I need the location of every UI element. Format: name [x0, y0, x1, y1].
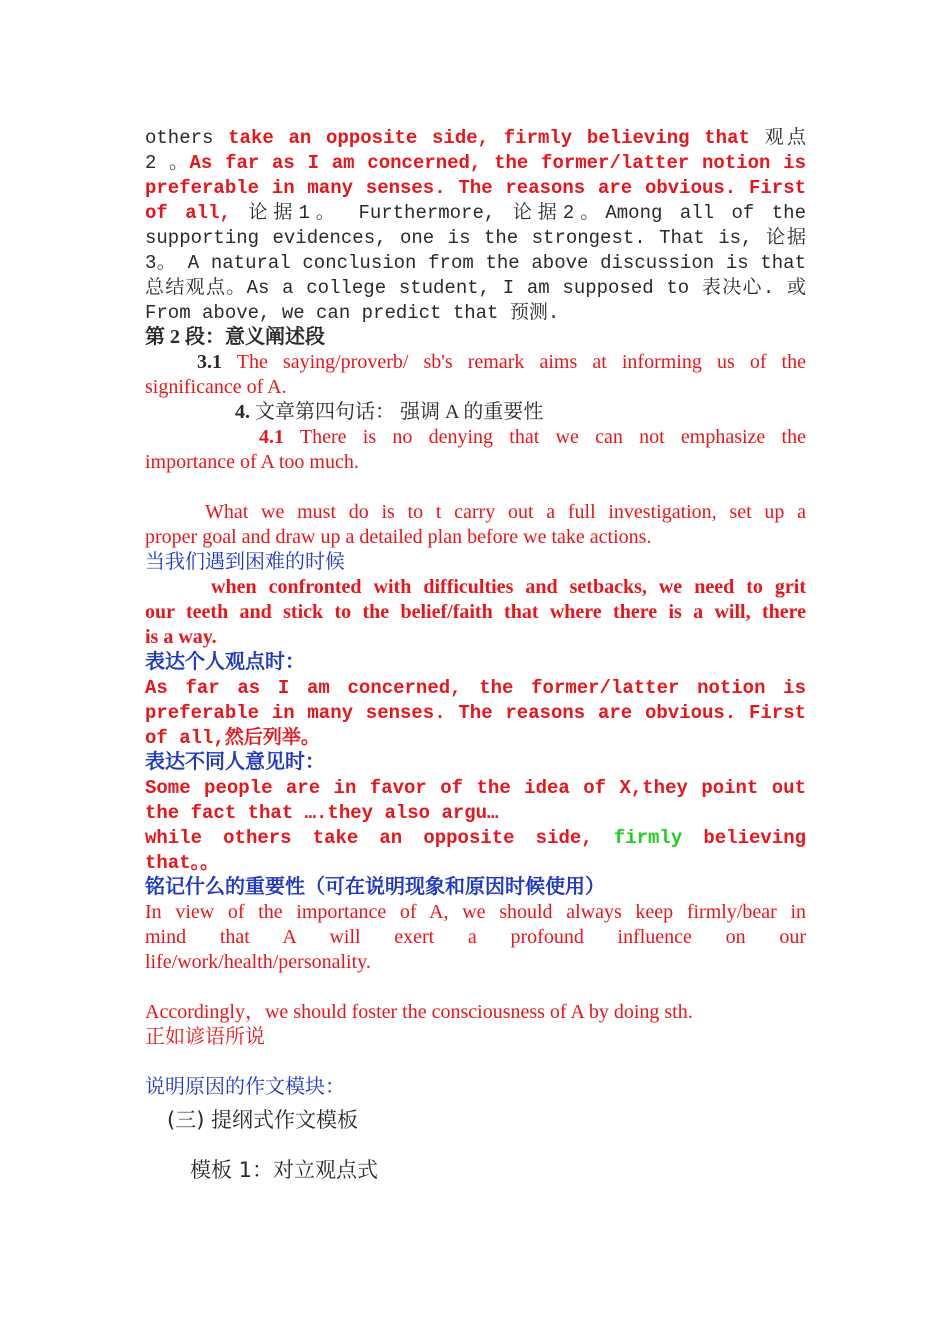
- text-line: [145, 700, 806, 725]
- text-line: [145, 350, 806, 375]
- text-line: [145, 825, 806, 850]
- text-run: 论据1。 Furthermore, 论据2。Among all of the: [230, 202, 806, 224]
- text-line: [145, 250, 806, 275]
- text-run: proper goal and draw up a detailed plan before we take actions.: [145, 526, 652, 548]
- text-run: importance of A too much.: [145, 451, 359, 473]
- text-run: Accordingly，we should foster the consciousness of A by doing sth.: [145, 1001, 693, 1023]
- text-run: 第 2 段：意义阐述段: [145, 326, 325, 348]
- text-run: significance of A.: [145, 376, 287, 398]
- text-line: [145, 875, 806, 900]
- text-line: [145, 900, 806, 925]
- text-run: 表达不同人意见时：: [145, 751, 325, 773]
- text-line: [145, 400, 806, 425]
- document-body: [145, 125, 806, 1100]
- text-run: is a way.: [145, 626, 217, 648]
- text-run: while others take an opposite side,: [145, 827, 614, 849]
- text-line: [145, 600, 806, 625]
- text-line: [145, 675, 806, 700]
- text-run: Some people are in favor of the idea of X,they point out: [145, 777, 806, 799]
- text-line: [145, 625, 806, 650]
- text-run: 铭记什么的重要性（可在说明现象和原因时候使用）: [145, 876, 605, 898]
- text-run: firmly: [613, 827, 683, 849]
- text-run: 总结观点。As a college student, I am supposed to 表决心. 或: [145, 277, 806, 299]
- text-run: the fact that ….they also argu…: [145, 802, 499, 824]
- text-line: [145, 925, 806, 950]
- text-line: [145, 1025, 806, 1050]
- text-line: [145, 725, 806, 750]
- text-line: [145, 175, 806, 200]
- text-line: [145, 800, 806, 825]
- text-run: From above, we can predict that 预测.: [145, 302, 560, 324]
- text-run: 说明原因的作文模块：: [145, 1076, 345, 1098]
- text-run: our teeth and stick to the belief/faith that where there is a will, there: [145, 601, 806, 623]
- text-line: [145, 300, 806, 325]
- blank-line: [145, 475, 806, 500]
- text-run: when confronted with difficulties and setbacks, we need to grit: [211, 576, 806, 598]
- text-run: As far as I am concerned, the former/latter notion is: [189, 152, 806, 174]
- text-run: 正如谚语所说: [145, 1026, 265, 1048]
- text-run: believing: [682, 827, 806, 849]
- text-line: [145, 225, 806, 250]
- text-run: that。。: [145, 852, 220, 874]
- text-run: 当我们遇到困难的时候: [145, 551, 345, 573]
- outline-heading: (三) 提纲式作文模板: [167, 1108, 359, 1132]
- blank-line: [145, 1050, 806, 1075]
- text-line: [145, 550, 806, 575]
- text-run: preferable in many senses. The reasons are obvious. First: [145, 702, 806, 724]
- text-line: [145, 775, 806, 800]
- text-run: life/work/health/personality.: [145, 951, 371, 973]
- text-line: [145, 750, 806, 775]
- text-run: In view of the importance of A, we should always keep firmly/bear in: [145, 901, 806, 923]
- text-line: [145, 200, 806, 225]
- text-run: As far as I am concerned, the former/latter notion is: [145, 677, 806, 699]
- text-run: What we must do is to t carry out a full investigation, set up a: [205, 501, 806, 523]
- text-line: [145, 575, 806, 600]
- text-run: 3。 A natural conclusion from the above discussion is that: [145, 252, 806, 274]
- text-run: 观点: [749, 127, 806, 149]
- blank-line: [145, 975, 806, 1000]
- text-run: 4.1: [259, 426, 284, 448]
- text-line: [145, 450, 806, 475]
- text-run: The saying/proverb/ sb's remark aims at informing us of the: [222, 351, 806, 373]
- text-line: [145, 850, 806, 875]
- text-line: [145, 150, 806, 175]
- text-run: of all,然后列举。: [145, 727, 320, 749]
- text-run: take an opposite side, firmly believing that: [228, 127, 750, 149]
- text-run: 3.1: [197, 351, 222, 373]
- text-run: 2 。: [145, 152, 190, 174]
- text-line: [145, 375, 806, 400]
- text-line: [145, 1000, 806, 1025]
- text-line: [145, 275, 806, 300]
- text-run: There is no denying that we can not emphasize the: [284, 426, 806, 448]
- text-run: supporting evidences, one is the strongest. That is, 论据: [145, 227, 806, 249]
- text-line: [145, 325, 806, 350]
- text-line: [145, 650, 806, 675]
- text-run: 4.: [235, 401, 250, 423]
- text-run: others: [145, 127, 229, 149]
- text-run: of all,: [145, 202, 231, 224]
- text-line: [145, 125, 806, 150]
- text-line: [145, 500, 806, 525]
- text-run: 表达个人观点时：: [145, 651, 305, 673]
- text-line: [145, 1075, 806, 1100]
- text-line: [145, 950, 806, 975]
- text-run: preferable in many senses. The reasons are obvious. First: [145, 177, 806, 199]
- text-line: [145, 525, 806, 550]
- template-title: 模板 1：对立观点式: [190, 1158, 379, 1182]
- text-run: mind that A will exert a profound influence on our: [145, 926, 806, 948]
- text-run: 文章第四句话： 强调 A 的重要性: [250, 401, 544, 423]
- text-line: [145, 425, 806, 450]
